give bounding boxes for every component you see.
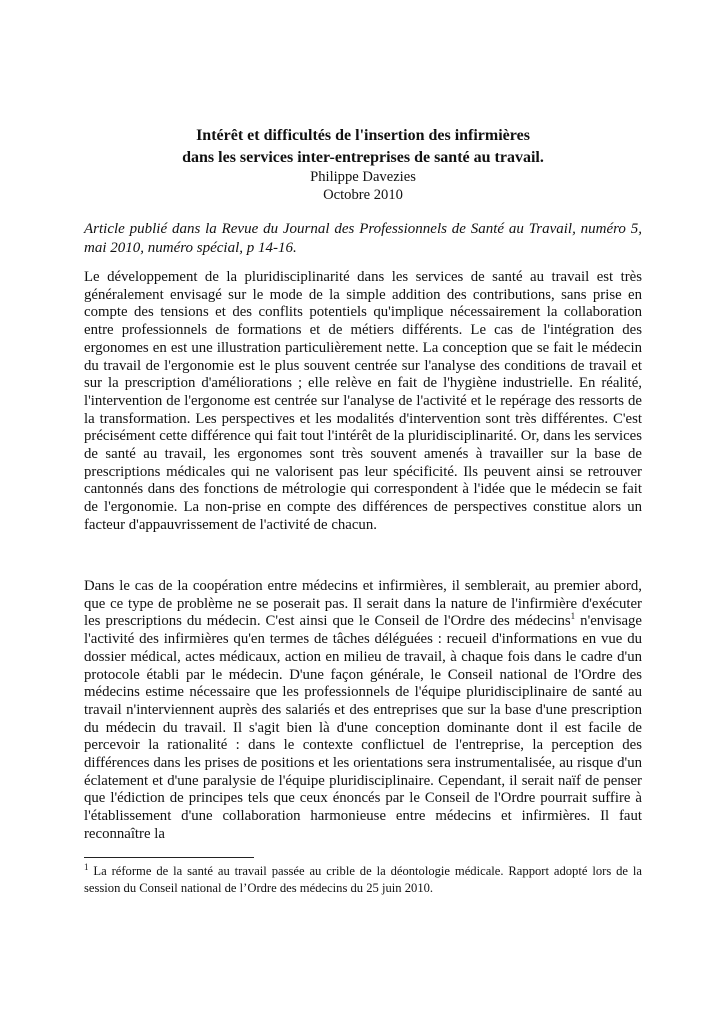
title-line-2: dans les services inter-entreprises de santé au travail.: [182, 149, 544, 166]
paragraph-2-part-1: Dans le cas de la coopération entre médecins et infirmières, il semblerait, au premier abord, que ce type de problème ne se poserait pas. Il serait dans la nature de l'infirmière d'exécuter les prescriptions du médecin. C'est ainsi que le Conseil de l'Ordre des médecins: [84, 578, 642, 630]
paragraph-2-part-2: n'envisage l'activité des infirmières qu'en termes de tâches déléguées : recueil d'informations en vue du dossier médical, actes médicaux, action en milieu de travail, à chaque fois dans le cadre d'un protocole établi par le médecin. D'une façon générale, le Conseil national de l'Ordre des médecins estime nécessaire que les professionnels de l'équipe pluridisciplinaire de santé au travail n'interviennent auprès des salariés et des entreprises que sur la base d'une prescription du médecin du travail. Il s'agit bien là d'une conception dominante dont il est facile de percevoir la rationalité : dans le contexte conflictuel de l'entreprise, la perception des différences dans les prises de positions et les orientations sera instrumentalisée, au risque d'un éclatement et d'une paralysie de l'équipe pluridisciplinaire. Cependant, il serait naïf de penser que l'édiction de principes tels que ceux énoncés par le Conseil de l'Ordre pourrait suffire à l'établissement d'une collaboration harmonieuse entre médecins et infirmières. Il faut reconnaître la: [84, 613, 642, 842]
publication-note: Article publié dans la Revue du Journal des Professionnels de Santé au Travail, numéro 5, mai 2010, numéro spécial, p 14-16.: [84, 221, 642, 256]
paragraph-2: [84, 578, 642, 844]
document-date: Octobre 2010: [323, 187, 403, 203]
paragraph-1: Le développement de la pluridisciplinarité dans les services de santé au travail est très généralement envisagé sur le mode de la simple addition des contributions, sans prise en compte des tensions et des conflits potentiels qu'implique nécessairement la collaboration entre professionnels de formations et de métiers différents. Le cas de l'intégration des ergonomes en est une illustration particulièrement nette. La conception que se fait le médecin du travail de l'ergonomie est le plus souvent centrée sur l'analyse des conditions de travail et sur la prescription d'améliorations ; elle relève en fait de l'hygiène industrielle. En réalité, l'intervention de l'ergonome est centrée sur l'analyse de l'activité et le repérage des ressorts de la transformation. Les perspectives et les modalités d'intervention sont très différentes. C'est précisément cette différence qui fait tout l'intérêt de la pluridisciplinarité. Or, dans les services de santé au travail, les ergonomes sont très souvent amenés à travailler sur la base de prescriptions médicales qui ne valorisent pas leur spécificité. Ils peuvent ainsi se retrouver cantonnés dans des fonctions de métrologie qui correspondent à l'idée que le médecin se fait de l'ergonomie. La non-prise en compte des différences de perspectives constitue alors un facteur d'appauvrissement de l'activité de chacun.: [84, 269, 642, 533]
author-name: Philippe Davezies: [310, 169, 416, 185]
footnote-marker[interactable]: 1: [570, 611, 576, 622]
document-meta: [84, 168, 642, 204]
title-line-1: Intérêt et difficultés de l'insertion des infirmières: [196, 127, 530, 144]
footnote: [84, 863, 642, 897]
footnote-divider: [84, 857, 254, 858]
footnote-text: La réforme de la santé au travail passée au crible de la déontologie médicale. Rapport adopté lors de la session du Conseil national de l’Ordre des médecins du 25 juin 2010.: [84, 864, 642, 895]
document-title: [84, 125, 642, 169]
footnote-number: 1: [84, 861, 89, 872]
